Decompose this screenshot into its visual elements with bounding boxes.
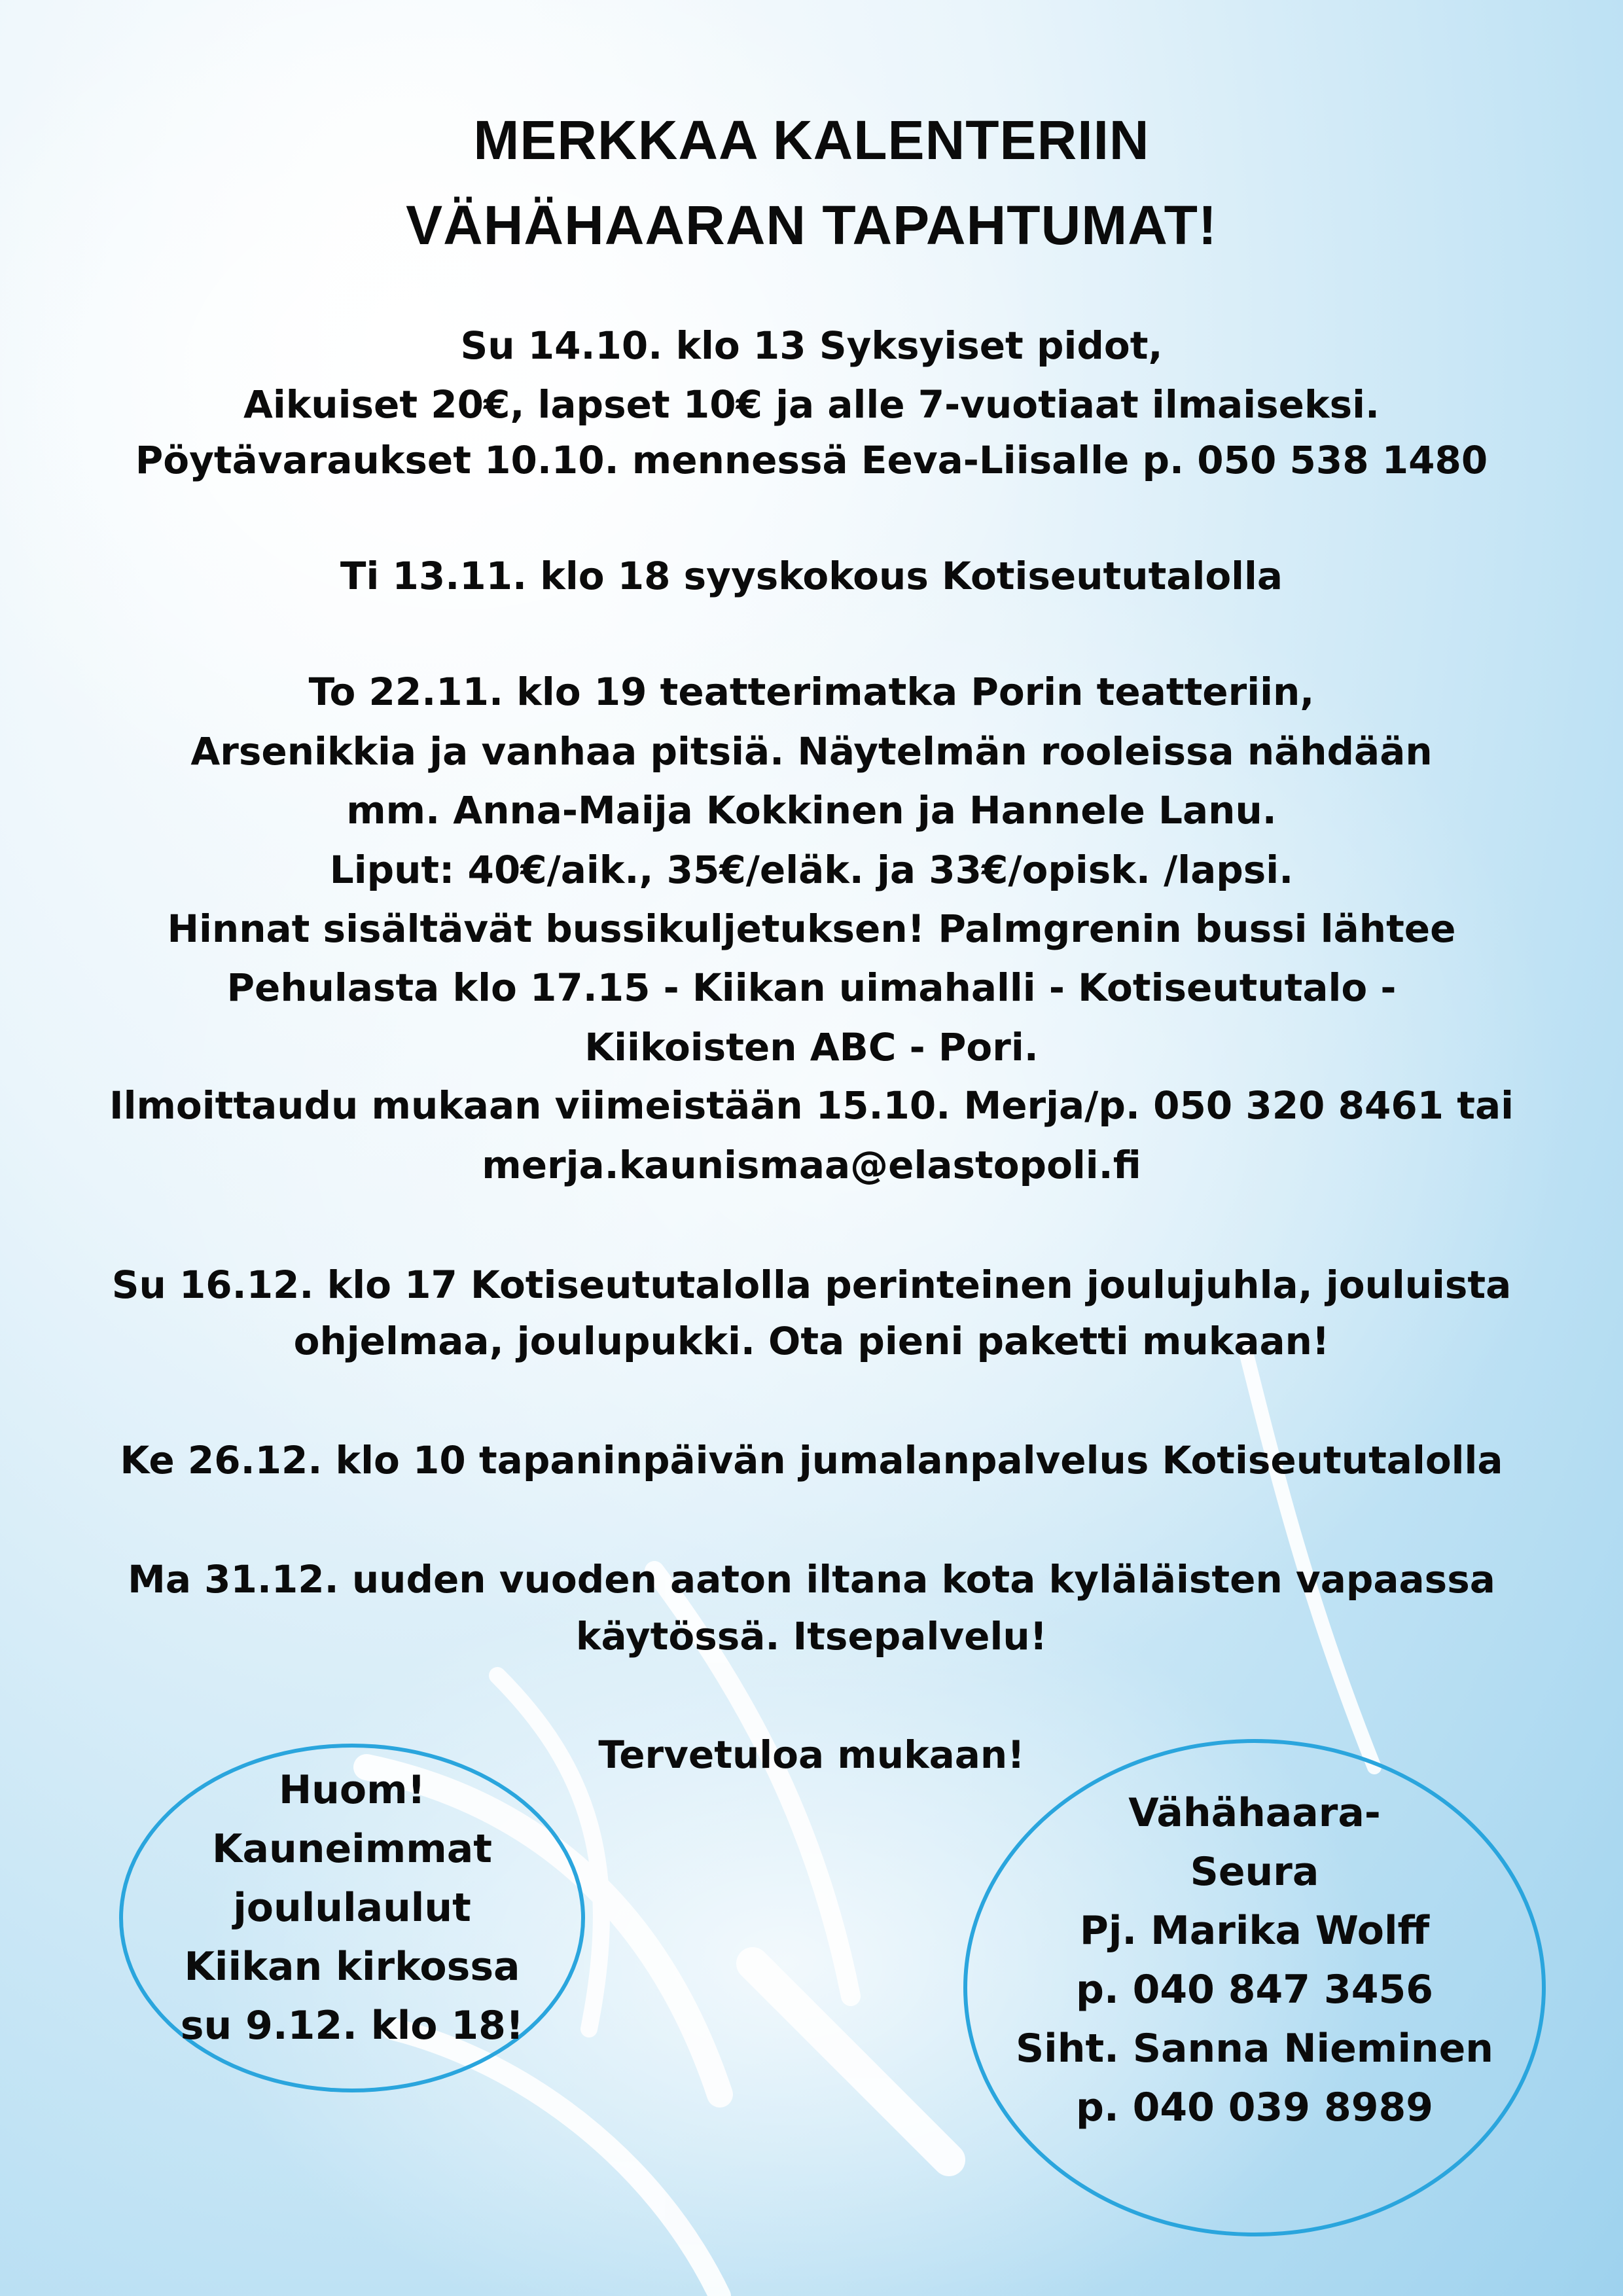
note-oval-text [119, 1761, 585, 2055]
note-line: su 9.12. klo 18! [180, 2003, 524, 2049]
event-uusivuosi-line: Ma 31.12. uuden vuoden aaton iltana kota kyläläisten vapaassa [128, 1557, 1495, 1602]
flyer-title-line-2: VÄHÄHAARAN TAPAHTUMAT! [406, 194, 1217, 256]
note-line: Huom! [278, 1767, 426, 1813]
event-syyskokous: Ti 13.11. klo 18 syyskokous Kotiseututalolla [340, 554, 1283, 598]
event-teatteri-line: Ilmoittaudu mukaan viimeistään 15.10. Merja/p. 050 320 8461 tai [109, 1083, 1514, 1128]
contact-line: Seura [1190, 1849, 1319, 1895]
note-line: joululaulut [233, 1885, 471, 1931]
contact-line: p. 040 039 8989 [1076, 2085, 1433, 2130]
event-pidot-line: Su 14.10. klo 13 Syksyiset pidot, [460, 323, 1163, 368]
contact-line: p. 040 847 3456 [1076, 1967, 1433, 2013]
event-pidot-line: Pöytävaraukset 10.10. mennessä Eeva-Liisalle p. 050 538 1480 [135, 438, 1488, 482]
event-teatteri-line: mm. Anna-Maija Kokkinen ja Hannele Lanu. [346, 788, 1277, 833]
flyer-title-line-1: MERKKAA KALENTERIIN [473, 109, 1150, 171]
contact-line: Vähähaara- [1128, 1790, 1381, 1836]
event-jumalanpalvelus: Ke 26.12. klo 10 tapaninpäivän jumalanpalvelus Kotiseututalolla [120, 1438, 1503, 1482]
contact-line: Pj. Marika Wolff [1079, 1908, 1430, 1954]
event-teatteri-line: Kiikoisten ABC - Pori. [584, 1025, 1039, 1069]
contact-line: Siht. Sanna Nieminen [1015, 2026, 1494, 2072]
event-joulujuhla-line: ohjelmaa, joulupukki. Ota pieni paketti mukaan! [293, 1319, 1330, 1363]
event-teatteri-email: merja.kaunismaa@elastopoli.fi [482, 1143, 1141, 1187]
welcome-text: Tervetuloa mukaan! [598, 1732, 1025, 1777]
event-teatteri-line: Liput: 40€/aik., 35€/eläk. ja 33€/opisk. /lapsi. [329, 848, 1294, 892]
event-pidot-line: Aikuiset 20€, lapset 10€ ja alle 7-vuotiaat ilmaiseksi. [243, 382, 1380, 427]
event-uusivuosi-line: käytössä. Itsepalvelu! [575, 1614, 1048, 1659]
event-joulujuhla-line: Su 16.12. klo 17 Kotiseututalolla perinteinen joulujuhla, jouluista [111, 1263, 1512, 1307]
note-line: Kiikan kirkossa [184, 1944, 520, 1990]
event-teatteri-line: To 22.11. klo 19 teatterimatka Porin teatteriin, [308, 670, 1315, 714]
event-teatteri-line: Hinnat sisältävät bussikuljetuksen! Palmgrenin bussi lähtee [167, 906, 1456, 951]
event-teatteri-line: Pehulasta klo 17.15 - Kiikan uimahalli - Kotiseututalo - [226, 965, 1397, 1010]
note-line: Kauneimmat [212, 1826, 492, 1872]
contact-oval-text [963, 1784, 1546, 2137]
event-teatteri-line: Arsenikkia ja vanhaa pitsiä. Näytelmän rooleissa nähdään [190, 729, 1433, 774]
